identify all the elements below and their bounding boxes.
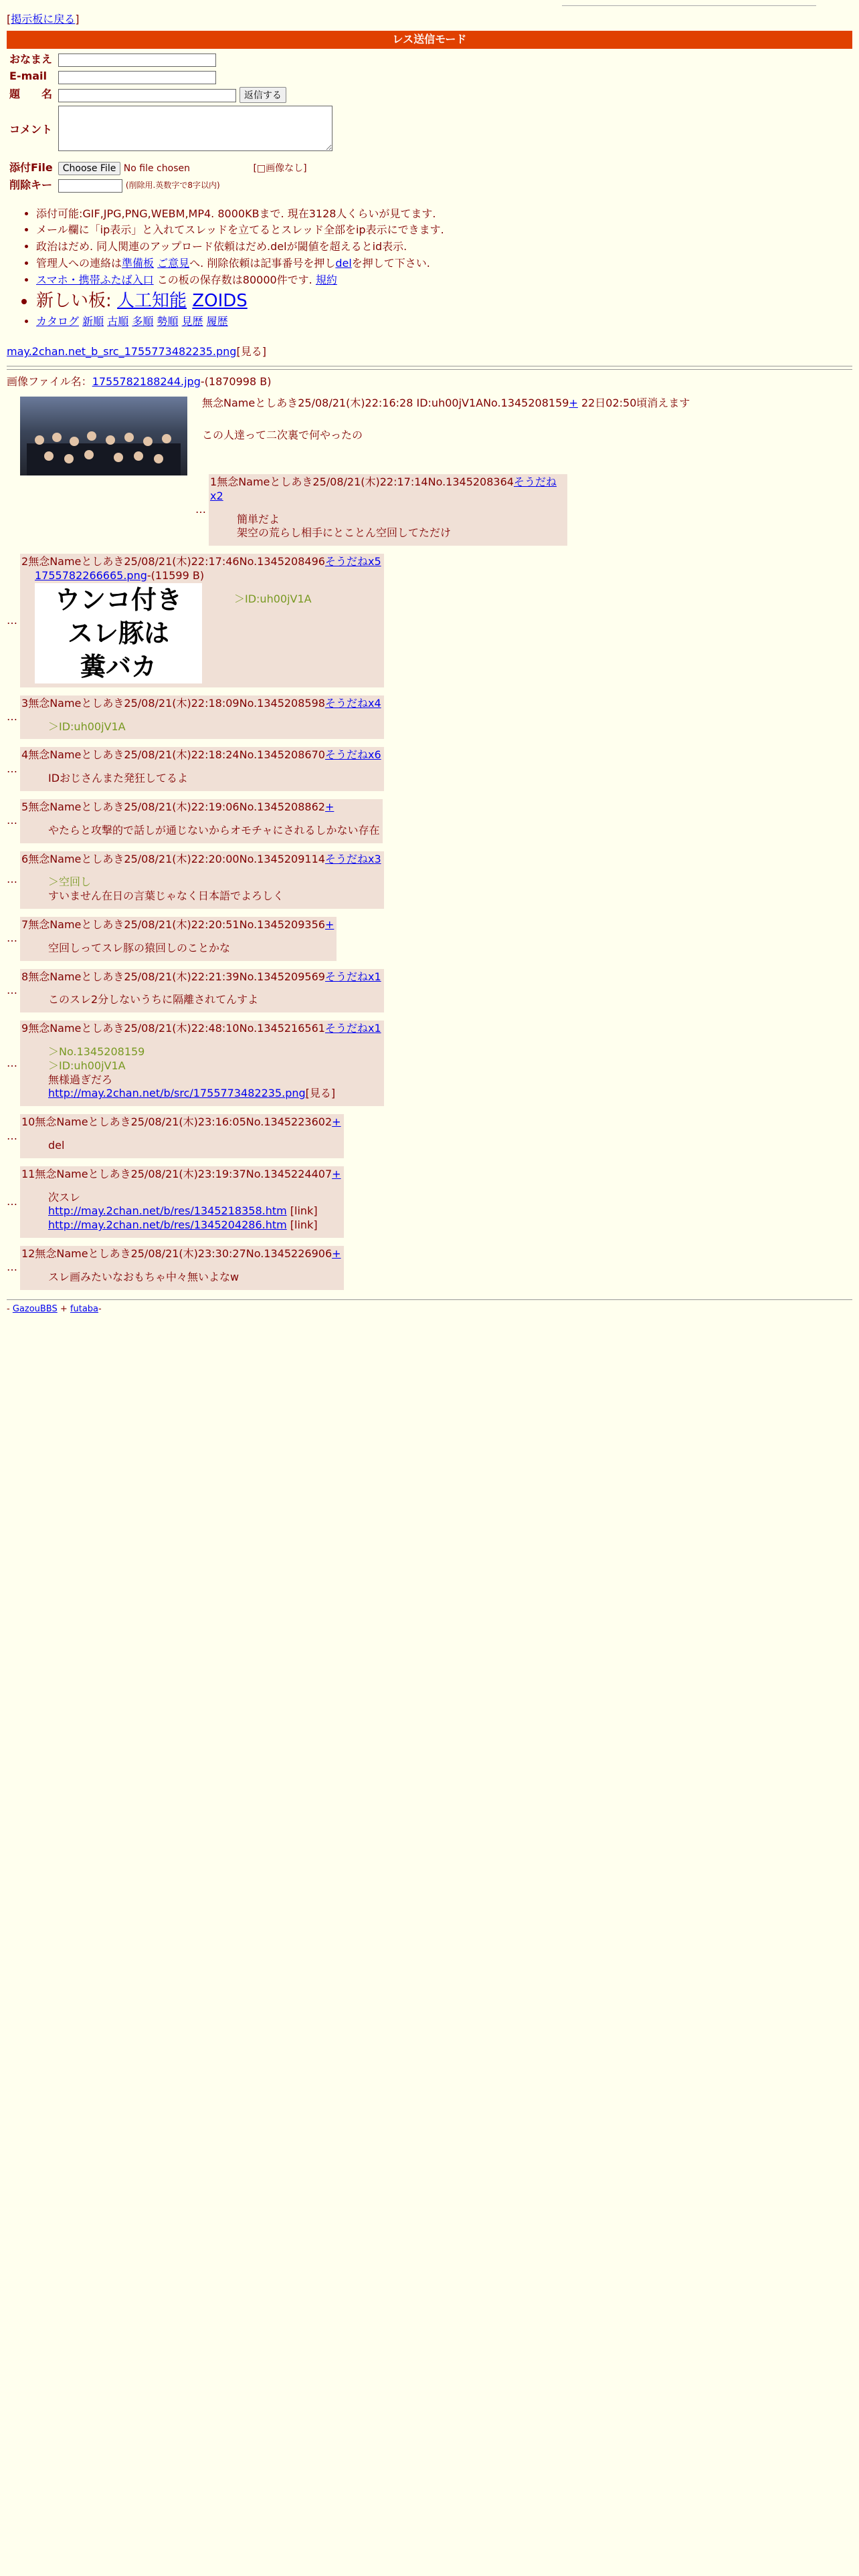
footer-text: -	[98, 1303, 102, 1314]
sodane-link[interactable]: そうだねx5	[324, 555, 381, 568]
reply-info: 無念Nameとしあき25/08/21(木)22:17:46No.1345208496	[28, 555, 325, 568]
reply-file-size: -(11599 B)	[147, 569, 205, 582]
history-link[interactable]: 履歴	[206, 315, 228, 328]
reply-number[interactable]: 12	[21, 1247, 35, 1260]
ai-board-link[interactable]: 人工知能	[117, 290, 187, 311]
reply-body	[20, 554, 384, 687]
op-header	[202, 397, 690, 411]
op-file-line	[7, 375, 852, 389]
reply-file-link[interactable]: 1755782266665.png	[35, 569, 147, 582]
reply-info: 無念Nameとしあき25/08/21(木)22:21:39No.1345209569	[28, 970, 325, 983]
reply-body	[20, 969, 384, 1013]
reply-url-link[interactable]: http://may.2chan.net/b/res/1345204286.htm	[48, 1218, 287, 1232]
reply-number[interactable]: 1	[210, 475, 217, 489]
divider	[7, 369, 852, 370]
reply-info: 無念Nameとしあき25/08/21(木)22:20:51No.1345209356	[28, 918, 325, 932]
delete-key-note: (削除用.英数字で8字以内)	[125, 181, 220, 191]
reply-body	[20, 1114, 344, 1158]
reply-number[interactable]: 2	[21, 555, 29, 568]
reply-comment	[48, 942, 334, 956]
op-file-link[interactable]: 1755782188244.jpg	[92, 375, 201, 389]
reply-post	[7, 969, 852, 1013]
comment-line: IDおじさんまた発狂してるよ	[48, 772, 189, 785]
back-nav	[7, 13, 852, 27]
reply-number[interactable]: 5	[21, 800, 29, 814]
file-label: 添付File	[9, 161, 53, 175]
reply-image-text: スレ豚は	[67, 618, 169, 648]
comment-textarea[interactable]	[58, 106, 332, 151]
reply-number[interactable]: 3	[21, 696, 29, 710]
quote-line: ＞空回し	[48, 875, 92, 889]
view-suffix[interactable]: [見る]	[236, 345, 266, 358]
sodane-link[interactable]: +	[324, 800, 335, 814]
reply-indent-dots: …	[7, 1056, 17, 1069]
footer-text: +	[57, 1303, 70, 1314]
comment-label: コメント	[9, 123, 53, 136]
reply-post	[7, 1021, 852, 1106]
reply-info: 無念Nameとしあき25/08/21(木)22:19:06No.1345208862	[28, 800, 325, 814]
quote-line: ＞ID:uh00jV1A	[48, 720, 126, 733]
reply-image-text: 糞バカ	[80, 651, 157, 681]
op-file-size: -(1870998 B)	[200, 375, 272, 389]
reply-body	[20, 1246, 344, 1290]
reply-number[interactable]: 7	[21, 918, 29, 932]
quote-line: ＞No.1345208159	[48, 1045, 145, 1058]
email-label: E-mail	[9, 70, 47, 83]
reply-post	[7, 1166, 852, 1238]
reply-indent-dots: …	[7, 762, 17, 775]
comment-line: 次スレ	[48, 1190, 81, 1204]
reply-comment	[48, 824, 380, 838]
reply-url-suffix[interactable]: [link]	[286, 1204, 318, 1218]
email-input[interactable]	[58, 71, 216, 84]
comment-line: やたらと攻撃的で話しが通じないからオモチャにされるしかない存在	[48, 823, 380, 837]
prep-board-link[interactable]: 準備板	[122, 257, 155, 270]
reply-indent-dots: …	[7, 932, 17, 945]
reply-form	[7, 51, 335, 194]
reply-indent-dots: …	[7, 1194, 17, 1208]
op-expire: 22日02:50頃消えます	[577, 397, 690, 410]
source-image-link[interactable]: may.2chan.net_b_src_1755773482235.png	[7, 345, 237, 358]
reply-indent-dots: …	[7, 613, 17, 627]
notice-item: • 政治はだめ. 同人関連のアップロード依頼はだめ.delが閾値を超えるとid表示.	[36, 240, 852, 254]
sodane-link[interactable]: そうだねx1	[324, 970, 381, 983]
sort-momentum-link[interactable]: 勢順	[157, 315, 179, 328]
reply-post	[7, 851, 852, 909]
name-label: おなまえ	[9, 52, 53, 66]
quote-line: ＞ID:uh00jV1A	[234, 592, 312, 605]
notice-text: この板の保存数は80000件です.	[153, 273, 316, 286]
comment-line: 無様過ぎだろ	[48, 1073, 113, 1086]
notice-list	[7, 207, 852, 330]
notice-item	[36, 257, 852, 271]
reply-mode-bar: レス送信モード	[7, 31, 852, 49]
reply-info: 無念Nameとしあき25/08/21(木)22:20:00No.1345209114	[28, 852, 325, 865]
comment-line: 簡単だよ	[237, 512, 280, 526]
op-plus-link[interactable]: +	[569, 397, 578, 410]
reply-info: 無念Nameとしあき25/08/21(木)23:16:05No.1345223602	[35, 1115, 332, 1129]
reply-url-suffix[interactable]: [見る]	[305, 1087, 336, 1100]
reply-number[interactable]: 10	[21, 1115, 35, 1129]
op-info: 無念Nameとしあき25/08/21(木)22:16:28 ID:uh00jV1ANo.1345208159	[202, 397, 569, 410]
notice-item: • 添付可能:GIF,JPG,PNG,WEBM,MP4. 8000KBまで. 現在3128人くらいが見てます.	[36, 207, 852, 221]
sodane-link[interactable]: そうだねx4	[324, 696, 381, 710]
reply-indent-dots: …	[7, 814, 17, 827]
reply-body	[20, 1021, 384, 1106]
reply-url-link[interactable]: http://may.2chan.net/b/src/1755773482235.png	[48, 1087, 306, 1100]
submit-reply-button[interactable]: 返信する	[240, 87, 286, 103]
divider	[7, 1299, 852, 1300]
reply-url-link[interactable]: http://may.2chan.net/b/res/1345218358.htm	[48, 1204, 287, 1218]
footer	[7, 1304, 852, 1315]
no-image-checkbox[interactable]: [□画像なし]	[253, 163, 307, 174]
notice-text: 新しい板:	[36, 290, 118, 311]
mobile-entrance-link[interactable]: スマホ・携帯ふたば入口	[36, 273, 154, 286]
comment-line: すいません在日の言葉じゃなく日本語でよろしく	[48, 889, 284, 903]
name-input[interactable]	[58, 53, 216, 67]
reply-number[interactable]: 11	[21, 1167, 35, 1180]
sodane-link[interactable]: +	[324, 918, 335, 932]
sodane-link[interactable]: +	[332, 1247, 341, 1260]
op-comment: この人達って二次裏で何やったの	[202, 429, 363, 442]
notice-item-new-boards	[36, 290, 852, 313]
zoids-board-link[interactable]: ZOIDS	[192, 290, 248, 311]
reply-comment	[48, 1191, 341, 1232]
reply-body	[20, 1166, 344, 1238]
delete-key-label: 削除キー	[9, 178, 53, 191]
reply-number[interactable]: 6	[21, 852, 29, 865]
reply-body	[20, 851, 384, 909]
reply-indent-dots: …	[7, 984, 17, 996]
reply-comment	[48, 875, 381, 903]
reply-number[interactable]: 8	[21, 970, 29, 983]
file-status: No file chosen	[123, 163, 190, 174]
reply-comment	[48, 993, 381, 1007]
futaba-link[interactable]: futaba	[70, 1303, 99, 1314]
back-to-board-link[interactable]: 掲示板に戻る	[11, 13, 76, 25]
reply-body	[20, 747, 384, 791]
reply-info: 無念Nameとしあき25/08/21(木)22:48:10No.1345216561	[28, 1022, 325, 1035]
reply-comment	[48, 720, 381, 734]
top-rule	[562, 5, 816, 6]
reply-comment	[48, 1271, 341, 1285]
sort-new-link[interactable]: 新順	[82, 315, 104, 328]
reply-indent-dots: …	[195, 503, 206, 516]
reply-number[interactable]: 9	[21, 1022, 29, 1035]
file-label-text: 画像ファイル名：	[7, 375, 92, 389]
reply-body	[20, 695, 384, 740]
comment-line: スレ画みたいなおもちゃ中々無いよなw	[48, 1270, 240, 1283]
reply-comment	[234, 593, 312, 607]
comment-line: del	[48, 1138, 65, 1152]
reply-number[interactable]: 4	[21, 748, 29, 762]
reply-info: 無念Nameとしあき25/08/21(木)22:18:24No.1345208670	[28, 748, 325, 762]
sort-old-link[interactable]: 古順	[107, 315, 129, 328]
notice-text: へ. 削除依頼は記事番号を押し	[189, 257, 336, 270]
subject-input[interactable]	[58, 89, 236, 102]
reply-info: 無念Nameとしあき25/08/21(木)23:19:37No.1345224407	[35, 1167, 332, 1180]
footer-text: -	[7, 1303, 13, 1314]
reply-post	[7, 695, 852, 740]
delete-key-input[interactable]	[58, 179, 122, 193]
reply-comment	[48, 1139, 341, 1153]
view-history-link[interactable]: 見歴	[181, 315, 203, 328]
bracket: ]	[75, 13, 80, 25]
sodane-link[interactable]: そうだねx2	[210, 475, 557, 502]
reply-body	[20, 799, 383, 843]
op-post	[7, 375, 852, 561]
comment-line: 架空の荒らし相手にとことん空回してただけ	[237, 526, 452, 540]
reply-comment	[48, 1045, 381, 1101]
notice-text: を押して下さい.	[351, 257, 430, 270]
notice-text: 管理人への連絡は	[36, 257, 122, 270]
reply-indent-dots: …	[7, 1129, 17, 1142]
op-thumbnail-image[interactable]	[20, 397, 187, 475]
reply-indent-dots: …	[7, 1261, 17, 1274]
reply-indent-dots: …	[7, 873, 17, 886]
sodane-link[interactable]: そうだねx6	[324, 748, 381, 762]
sodane-link[interactable]: +	[332, 1167, 341, 1180]
reply-list	[7, 474, 852, 1290]
source-link-line	[7, 345, 852, 359]
reply-image-text: ウンコ付き	[54, 584, 182, 615]
reply-post	[7, 1246, 852, 1290]
reply-post	[7, 799, 852, 843]
catalog-link[interactable]: カタログ	[36, 315, 80, 328]
reply-comment	[48, 772, 381, 786]
sort-many-link[interactable]: 多順	[132, 315, 154, 328]
reply-url-suffix[interactable]: [link]	[286, 1218, 318, 1232]
choose-file-button[interactable]: Choose File	[58, 162, 121, 175]
reply-post	[7, 1114, 852, 1158]
reply-info: 無念Nameとしあき25/08/21(木)22:18:09No.1345208598	[28, 696, 325, 710]
subject-label: 題 名	[9, 88, 53, 101]
feedback-link[interactable]: ご意見	[157, 257, 190, 270]
comment-line: 空回しってスレ豚の猿回しのことかな	[48, 941, 231, 954]
reply-post	[7, 917, 852, 961]
comment-line: このスレ2分しないうちに隔離されてんすよ	[48, 993, 259, 1006]
gazoubbs-link[interactable]: GazouBBS	[12, 1303, 58, 1314]
reply-indent-dots: …	[7, 710, 17, 724]
sodane-link[interactable]: そうだねx3	[324, 852, 381, 865]
del-link[interactable]: del	[335, 257, 352, 270]
notice-item: • メール欄に「ip表示」と入れてスレッドを立てるとスレッド全部をip表示にできます.	[36, 223, 852, 237]
notice-item-catalog-links	[36, 315, 852, 329]
quote-line: ＞ID:uh00jV1A	[48, 1059, 126, 1072]
reply-info: 無念Nameとしあき25/08/21(木)23:30:27No.1345226906	[35, 1247, 332, 1260]
notice-item	[36, 274, 852, 288]
reply-thumbnail-image[interactable]	[35, 583, 202, 683]
reply-body	[20, 917, 337, 961]
rules-link[interactable]: 規約	[315, 273, 337, 286]
sodane-link[interactable]: そうだねx1	[324, 1022, 381, 1035]
reply-info: 無念Nameとしあき25/08/21(木)22:17:14No.1345208364	[217, 475, 514, 489]
sodane-link[interactable]: +	[332, 1115, 341, 1129]
reply-post	[7, 747, 852, 791]
reply-post	[7, 554, 852, 687]
bracket: [	[7, 13, 11, 25]
